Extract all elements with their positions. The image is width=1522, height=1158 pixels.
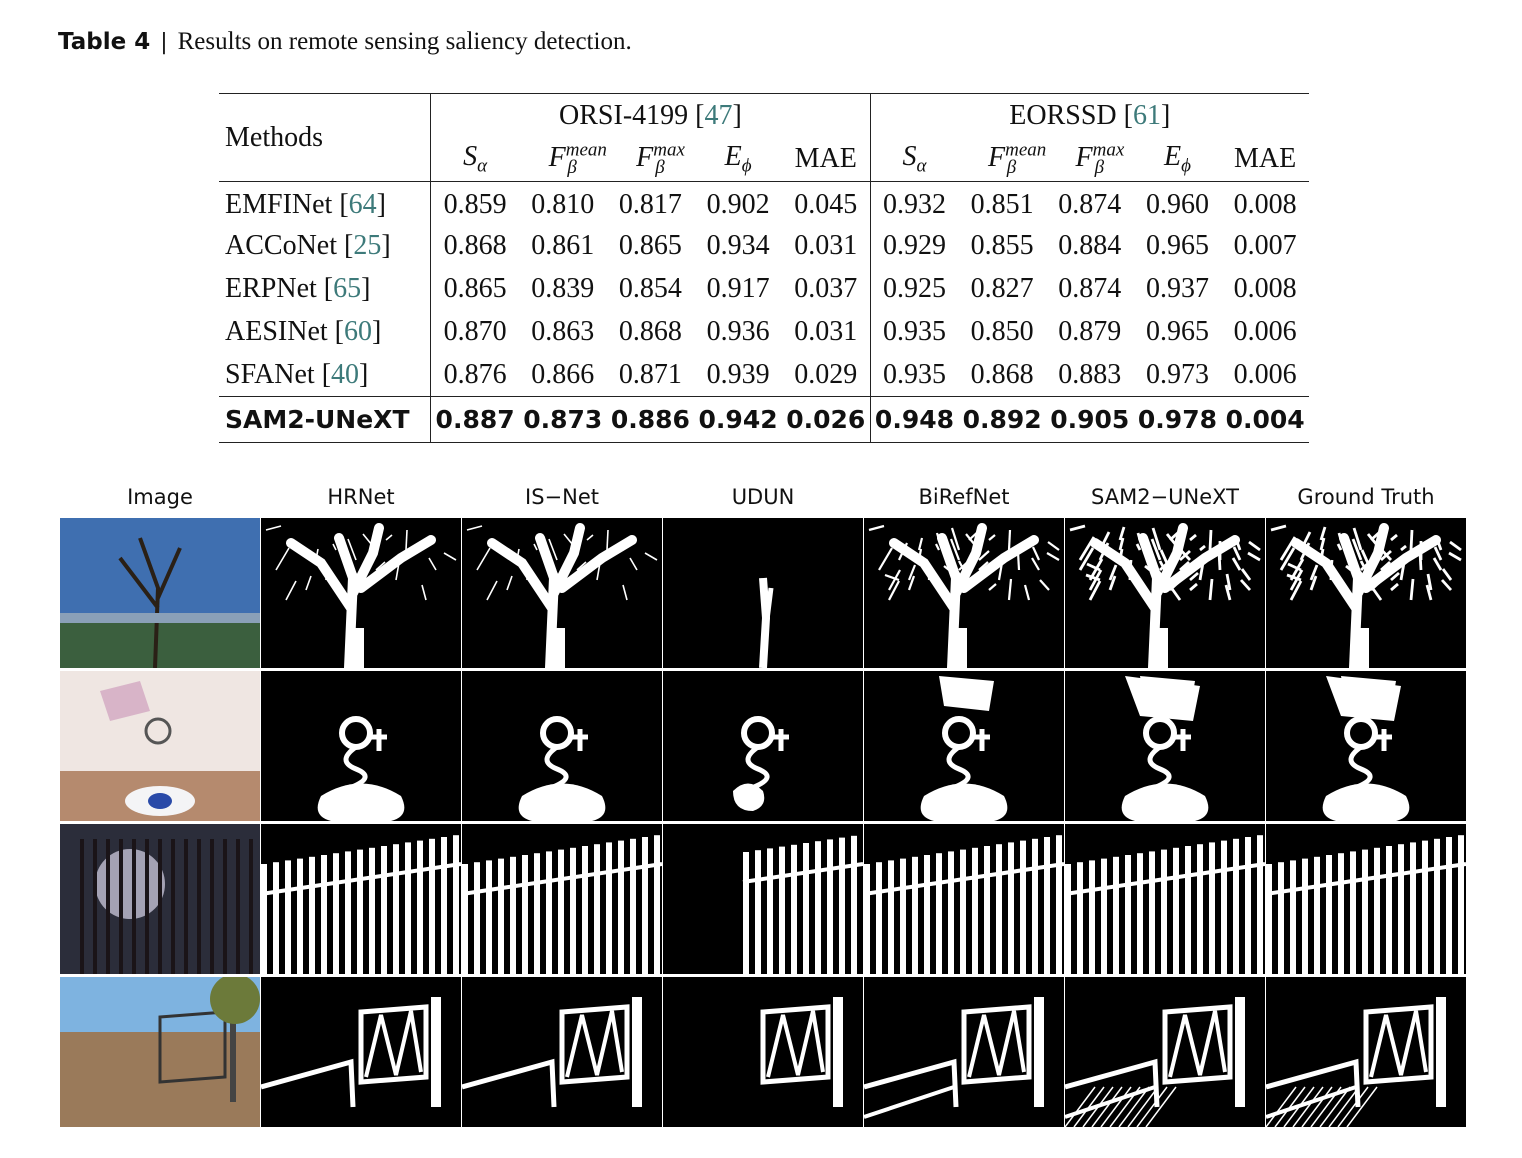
method-name: ERPNet [65] (225, 273, 371, 304)
table-cell: 0.008 (1233, 189, 1297, 221)
mask-ornament (261, 671, 461, 821)
table-cell: 0.031 (794, 230, 858, 261)
mask-fence (663, 824, 863, 974)
method-name: SAM2-UNeXT (225, 405, 410, 434)
table-row (219, 354, 1309, 397)
table-cell: 0.937 (1145, 273, 1209, 304)
table-cell: 0.892 (962, 405, 1042, 434)
dataset-header-orsi: ORSI-4199 [47] (431, 94, 870, 138)
table-cell: 0.810 (531, 189, 595, 221)
table-cell: 0.029 (794, 358, 858, 390)
table-row (219, 182, 1309, 225)
table-cell: 0.883 (1058, 358, 1122, 390)
table-cell: 0.006 (1233, 358, 1297, 390)
table-cell: 0.855 (970, 230, 1034, 261)
table-cell: 0.884 (1058, 230, 1122, 261)
table-cell: 0.932 (870, 182, 958, 225)
table-cell: 0.854 (618, 273, 682, 304)
metric-header: $F^{max}_\beta$ (636, 139, 685, 178)
method-name: EMFINet [64] (225, 189, 386, 221)
table-cell: 0.037 (794, 273, 858, 304)
mask-tree (1065, 518, 1265, 668)
table-caption (58, 28, 632, 56)
citation[interactable]: 40 (331, 358, 360, 390)
table-cell: 0.865 (431, 268, 519, 311)
table-cell: 0.031 (794, 316, 858, 347)
metric-header: MAE (794, 143, 857, 175)
table-cell: 0.004 (1225, 405, 1305, 434)
table-cell: 0.978 (1137, 405, 1217, 434)
table-cell: 0.929 (870, 225, 958, 268)
best-method-row (219, 397, 1309, 443)
input-image-fence (60, 824, 260, 974)
mask-fence (1266, 824, 1466, 974)
table-cell: 0.973 (1145, 358, 1209, 390)
citation[interactable]: 64 (348, 189, 377, 221)
mask-tree (462, 518, 662, 668)
table-cell: 0.868 (970, 358, 1034, 390)
mask-tree (663, 518, 863, 668)
mask-gate (1266, 977, 1466, 1127)
table-cell: 0.827 (970, 273, 1034, 304)
column-header-hrnet: HRNet (327, 485, 395, 509)
table-cell: 0.902 (706, 189, 770, 221)
column-header-udun: UDUN (731, 485, 795, 509)
methods-header: Methods (225, 121, 323, 153)
figure-column-headers (60, 485, 1468, 515)
metric-header: $S_\alpha$ (431, 138, 519, 182)
table-cell: 0.007 (1233, 230, 1297, 261)
results-table (219, 93, 1309, 443)
table-cell: 0.939 (706, 358, 770, 390)
column-header-isnet: IS−Net (525, 485, 599, 509)
method-name: AESINet [60] (225, 316, 382, 347)
table-cell: 0.874 (1058, 273, 1122, 304)
table-cell: 0.879 (1058, 316, 1122, 347)
mask-ornament (1266, 671, 1466, 821)
table-cell: 0.008 (1233, 273, 1297, 304)
metric-header: $F^{mean}_\beta$ (988, 139, 1047, 178)
table-cell: 0.863 (531, 316, 595, 347)
metric-header: $F^{mean}_\beta$ (548, 139, 607, 178)
mask-fence (1065, 824, 1265, 974)
table-cell: 0.861 (531, 230, 595, 261)
column-header-image: Image (127, 485, 193, 509)
metric-header: $S_\alpha$ (870, 138, 958, 182)
mask-ornament (462, 671, 662, 821)
table-cell: 0.876 (431, 354, 519, 397)
table-cell: 0.839 (531, 273, 595, 304)
mask-fence (864, 824, 1064, 974)
caption-text: Results on remote sensing saliency detection. (177, 28, 632, 55)
table-cell: 0.026 (786, 405, 866, 434)
input-image-ornament (60, 671, 260, 821)
mask-tree (1266, 518, 1466, 668)
input-image-tree (60, 518, 260, 668)
citation[interactable]: 47 (704, 99, 733, 131)
citation[interactable]: 25 (353, 230, 382, 261)
table-cell: 0.925 (870, 268, 958, 311)
column-header-sam2-unext: SAM2−UNeXT (1090, 485, 1239, 509)
mask-gate (261, 977, 461, 1127)
column-header-birefnet: BiRefNet (918, 485, 1010, 509)
table-cell: 0.868 (431, 225, 519, 268)
table-cell: 0.936 (706, 316, 770, 347)
table-cell: 0.850 (970, 316, 1034, 347)
mask-gate (864, 977, 1064, 1127)
table-cell: 0.905 (1050, 405, 1130, 434)
table-label: Table 4 (58, 29, 151, 55)
mask-gate (1065, 977, 1265, 1127)
method-name: ACCoNet [25] (225, 230, 391, 261)
table-cell: 0.942 (698, 405, 778, 434)
table-cell: 0.870 (431, 311, 519, 354)
table-row (219, 311, 1309, 354)
mask-ornament (1065, 671, 1265, 821)
table-row (219, 225, 1309, 268)
dataset-header-eorssd: EORSSD [61] (870, 94, 1309, 138)
table-cell: 0.965 (1145, 316, 1209, 347)
table-cell: 0.935 (870, 311, 958, 354)
table-cell: 0.935 (870, 354, 958, 397)
citation[interactable]: 65 (333, 273, 362, 304)
table-cell: 0.965 (1145, 230, 1209, 261)
table-cell: 0.873 (523, 405, 603, 434)
table-cell: 0.817 (618, 189, 682, 221)
table-cell: 0.866 (531, 358, 595, 390)
mask-gate (663, 977, 863, 1127)
caption-separator: | (160, 30, 168, 55)
metric-header: $E_\phi$ (724, 140, 752, 177)
input-image-gate (60, 977, 260, 1127)
mask-ornament (864, 671, 1064, 821)
table-cell: 0.006 (1233, 316, 1297, 347)
table-cell: 0.045 (794, 189, 858, 221)
table-cell: 0.917 (706, 273, 770, 304)
table-row (219, 268, 1309, 311)
mask-fence (462, 824, 662, 974)
column-header-ground-truth: Ground Truth (1297, 485, 1435, 509)
table-cell: 0.887 (431, 397, 519, 443)
mask-ornament (663, 671, 863, 821)
mask-fence (261, 824, 461, 974)
table-cell: 0.960 (1145, 189, 1209, 221)
table-cell: 0.865 (618, 230, 682, 261)
mask-tree (261, 518, 461, 668)
dataset-header-row (219, 94, 1309, 138)
method-name: SFANet [40] (225, 358, 369, 390)
table-cell: 0.851 (970, 189, 1034, 221)
metric-header: MAE (1234, 143, 1297, 175)
table-cell: 0.859 (431, 182, 519, 225)
table-cell: 0.886 (610, 405, 690, 434)
mask-tree (864, 518, 1064, 668)
metric-header: $E_\phi$ (1163, 140, 1191, 177)
mask-gate (462, 977, 662, 1127)
table-cell: 0.868 (618, 316, 682, 347)
citation[interactable]: 60 (343, 316, 372, 347)
metric-header: $F^{max}_\beta$ (1075, 139, 1125, 178)
table-cell: 0.934 (706, 230, 770, 261)
table-cell: 0.948 (870, 397, 958, 443)
table-cell: 0.871 (618, 358, 682, 390)
citation[interactable]: 61 (1132, 99, 1161, 131)
table-cell: 0.874 (1058, 189, 1122, 221)
